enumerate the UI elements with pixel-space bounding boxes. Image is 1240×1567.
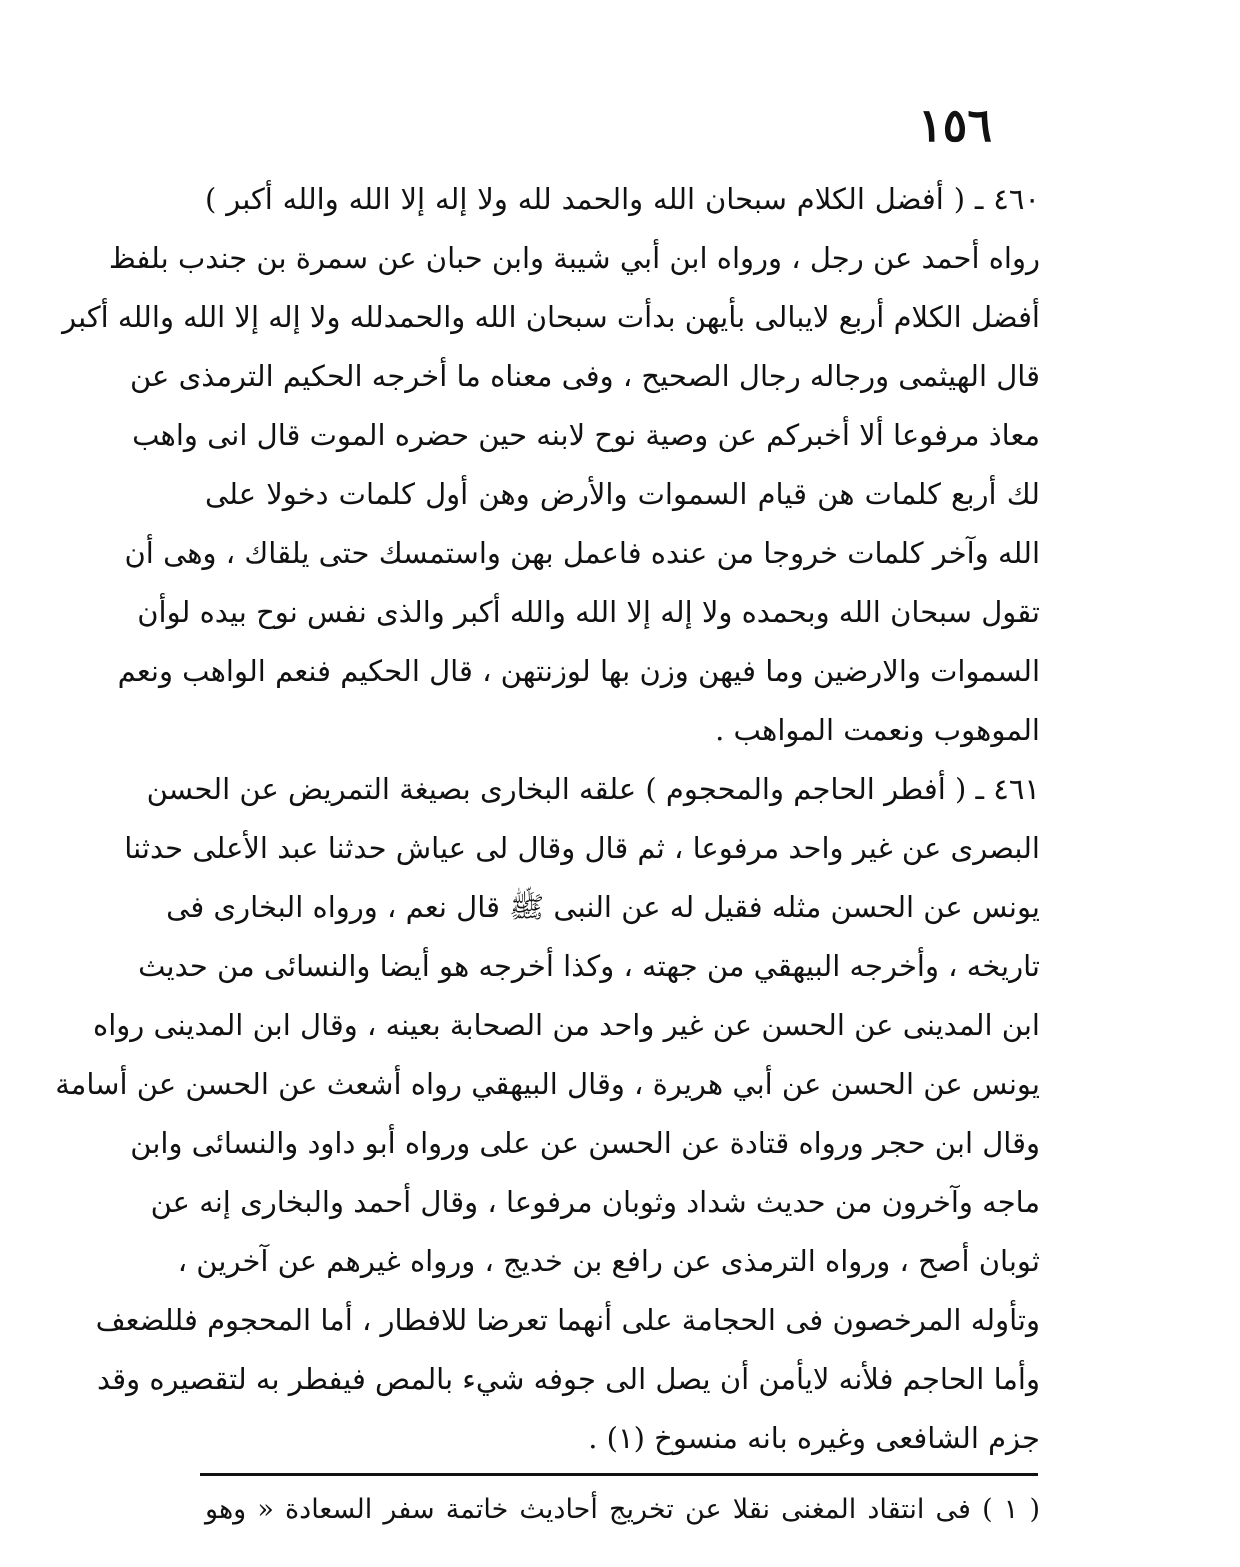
footnote-divider bbox=[200, 1473, 1038, 1476]
footnote: ( ١ ) فى انتقاد المغنى نقلا عن تخريج أحاديث خاتمة سفر السعادة « وهو bbox=[205, 1494, 1040, 1525]
text-line: وأما الحاجم فلأنه لايأمن أن يصل الى جوفه شيء بالمص فيفطر به لتقصيره وقد bbox=[97, 1362, 1040, 1396]
body-text bbox=[55, 170, 1040, 1468]
text-line: رواه أحمد عن رجل ، ورواه ابن أبي شيبة وابن حبان عن سمرة بن جندب بلفظ bbox=[108, 241, 1040, 275]
text-line: الله وآخر كلمات خروجا من عنده فاعمل بهن واستمسك حتى يلقاك ، وهى أن bbox=[124, 536, 1040, 570]
text-line: ٤٦٠ ـ ( أفضل الكلام سبحان الله والحمد لله ولا إله إلا الله والله أكبر ) bbox=[205, 182, 1040, 216]
text-line: وقال ابن حجر ورواه قتادة عن الحسن عن على ورواه أبو داود والنسائى وابن bbox=[130, 1126, 1040, 1160]
text-line: يونس عن الحسن عن أبي هريرة ، وقال البيهقي رواه أشعث عن الحسن عن أسامة bbox=[55, 1067, 1040, 1101]
text-line: تاريخه ، وأخرجه البيهقي من جهته ، وكذا أخرجه هو أيضا والنسائى من حديث bbox=[138, 949, 1040, 983]
text-line: جزم الشافعى وغيره بانه منسوخ (١) . bbox=[588, 1421, 1040, 1455]
text-line: وتأوله المرخصون فى الحجامة على أنهما تعرضا للافطار ، أما المحجوم فللضعف bbox=[95, 1303, 1040, 1337]
text-line: السموات والارضين وما فيهن وزن بها لوزنتهن ، قال الحكيم فنعم الواهب ونعم bbox=[117, 654, 1040, 688]
text-line: تقول سبحان الله وبحمده ولا إله إلا الله والله أكبر والذى نفس نوح بيده لوأن bbox=[137, 595, 1040, 629]
text-line: أفضل الكلام أربع لايبالى بأيهن بدأت سبحان الله والحمدلله ولا إله إلا الله والله أكبر bbox=[62, 300, 1040, 334]
text-line: معاذ مرفوعا ألا أخبركم عن وصية نوح لابنه حين حضره الموت قال انى واهب bbox=[132, 418, 1040, 452]
text-line: الموهوب ونعمت المواهب . bbox=[715, 713, 1040, 747]
text-line: ٤٦١ ـ ( أفطر الحاجم والمحجوم ) علقه البخارى بصيغة التمريض عن الحسن bbox=[146, 772, 1040, 806]
text-line: يونس عن الحسن مثله فقيل له عن النبى ﷺ قال نعم ، ورواه البخارى فى bbox=[166, 890, 1040, 924]
text-line: ابن المدينى عن الحسن عن غير واحد من الصحابة بعينه ، وقال ابن المدينى رواه bbox=[93, 1008, 1040, 1042]
text-line: ثوبان أصح ، ورواه الترمذى عن رافع بن خديج ، ورواه غيرهم عن آخرين ، bbox=[177, 1244, 1040, 1278]
text-line: ماجه وآخرون من حديث شداد وثوبان مرفوعا ، وقال أحمد والبخارى إنه عن bbox=[150, 1185, 1040, 1219]
text-line: قال الهيثمى ورجاله رجال الصحيح ، وفى معناه ما أخرجه الحكيم الترمذى عن bbox=[129, 359, 1040, 393]
text-line: لك أربع كلمات هن قيام السموات والأرض وهن أول كلمات دخولا على bbox=[205, 477, 1040, 511]
text-line: البصرى عن غير واحد مرفوعا ، ثم قال وقال لى عياش حدثنا عبد الأعلى حدثنا bbox=[124, 831, 1040, 865]
page-number: ١٥٦ bbox=[917, 98, 993, 152]
